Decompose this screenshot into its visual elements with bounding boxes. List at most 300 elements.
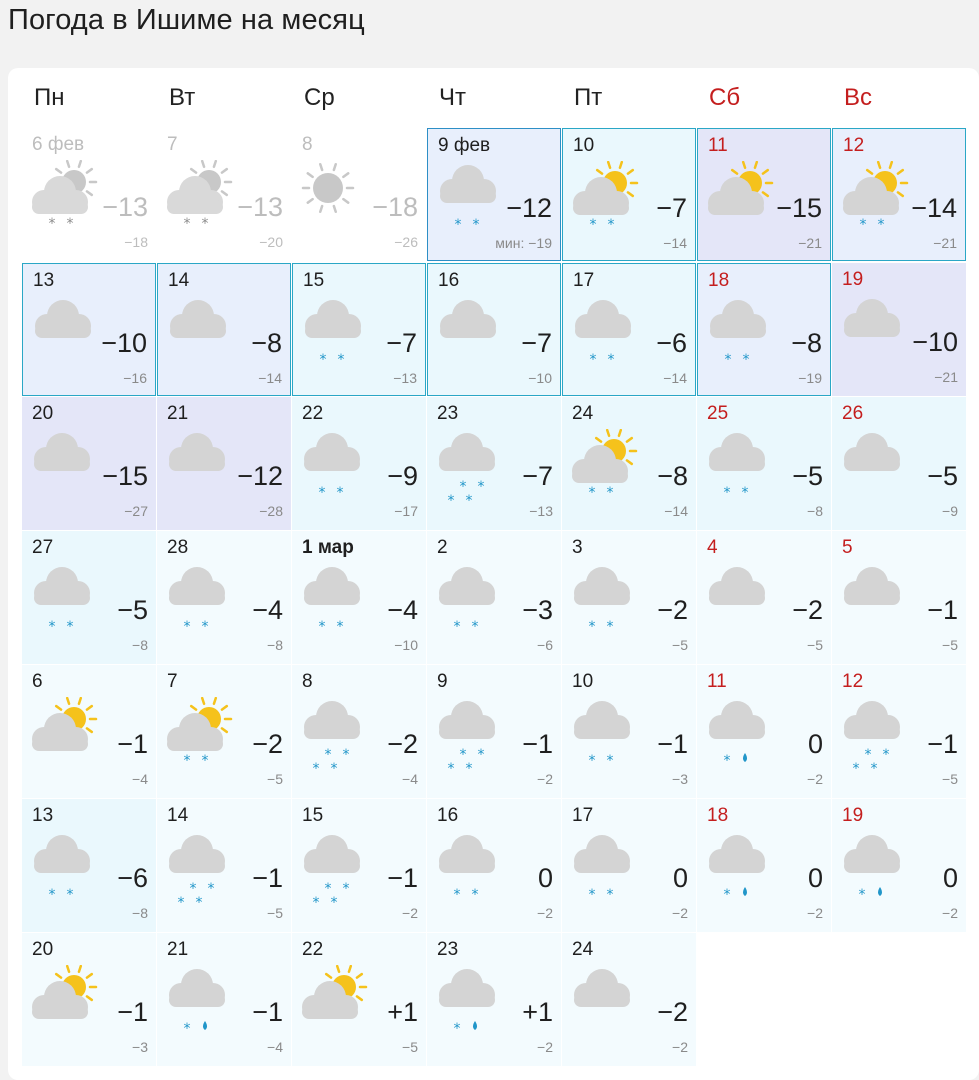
svg-text:*: * (330, 895, 338, 911)
svg-text:*: * (723, 485, 731, 501)
min-temperature: −2 (807, 905, 823, 921)
svg-text:*: * (607, 217, 615, 233)
day-cell[interactable] (292, 263, 426, 396)
svg-text:*: * (742, 352, 750, 368)
day-cell[interactable] (697, 531, 831, 664)
max-temperature: 0 (942, 863, 958, 893)
day-number: 14 (167, 805, 189, 826)
min-temperature: −2 (672, 1039, 688, 1055)
min-temperature: −3 (132, 1039, 148, 1055)
day-number: 5 (842, 537, 853, 558)
weekday-6: Вс (844, 84, 873, 111)
max-temperature: −1 (252, 997, 283, 1027)
max-temperature: −10 (912, 327, 958, 357)
day-cell[interactable] (292, 397, 426, 530)
day-number: 10 (573, 135, 595, 156)
partly-cloudy-icon (30, 965, 100, 1047)
min-temperature: −2 (537, 1039, 553, 1055)
svg-text:*: * (607, 352, 615, 368)
day-cell[interactable] (562, 799, 696, 932)
min-temperature: −4 (132, 771, 148, 787)
max-temperature: −1 (927, 595, 958, 625)
svg-text:*: * (852, 761, 860, 777)
day-cell[interactable] (292, 531, 426, 664)
day-number: 20 (32, 939, 54, 960)
day-cell[interactable] (22, 799, 156, 932)
day-cell[interactable] (697, 397, 831, 530)
day-number: 9 (437, 671, 448, 692)
svg-text:*: * (724, 352, 732, 368)
cloudy-snow-icon (435, 563, 505, 645)
max-temperature: −7 (521, 328, 552, 358)
svg-text:*: * (465, 761, 473, 777)
svg-text:*: * (588, 753, 596, 769)
cloudy-icon (840, 563, 910, 645)
day-number: 11 (707, 671, 727, 692)
min-temperature: −21 (933, 235, 957, 251)
svg-text:*: * (859, 217, 867, 233)
day-number: 20 (32, 403, 54, 424)
min-temperature: −8 (807, 503, 823, 519)
cloudy-heavy-snow-icon (300, 831, 370, 913)
svg-text:*: * (589, 352, 597, 368)
day-number: 27 (32, 537, 54, 558)
cloudy-icon (705, 563, 775, 645)
min-temperature: −5 (942, 771, 958, 787)
day-number: 14 (168, 270, 190, 291)
max-temperature: +1 (387, 997, 418, 1027)
day-cell[interactable] (22, 665, 156, 798)
page-title: Погода в Ишиме на месяц (8, 4, 365, 36)
day-cell[interactable] (22, 128, 156, 261)
cloudy-icon (165, 429, 235, 511)
min-temperature: −5 (402, 1039, 418, 1055)
min-temperature: −26 (394, 234, 418, 250)
svg-text:*: * (337, 352, 345, 368)
svg-text:*: * (318, 619, 326, 635)
partly-cloudy-snow-icon (841, 161, 911, 243)
svg-text:*: * (66, 887, 74, 903)
day-cell[interactable] (157, 665, 291, 798)
partly-cloudy-icon (30, 697, 100, 779)
day-number: 7 (167, 671, 178, 692)
max-temperature: 0 (807, 729, 823, 759)
svg-text:*: * (723, 887, 731, 903)
day-number: 9 фев (438, 135, 491, 156)
cloudy-icon (840, 295, 910, 377)
svg-text:*: * (342, 881, 350, 897)
day-cell[interactable] (832, 531, 966, 664)
day-number: 18 (707, 805, 729, 826)
svg-text:*: * (471, 887, 479, 903)
min-temperature: −17 (394, 503, 418, 519)
min-temperature: −3 (672, 771, 688, 787)
svg-text:*: * (201, 216, 209, 232)
day-number: 16 (437, 805, 459, 826)
svg-text:*: * (453, 619, 461, 635)
max-temperature: −6 (656, 328, 687, 358)
svg-text:*: * (453, 887, 461, 903)
partly-cloudy-snow-icon (570, 429, 640, 511)
min-temperature: −14 (258, 370, 282, 386)
partly-cloudy-snow-icon (571, 161, 641, 243)
cloudy-snow-icon (30, 831, 100, 913)
svg-text:*: * (447, 493, 455, 509)
day-cell[interactable] (697, 128, 831, 261)
day-number: 12 (842, 671, 864, 692)
svg-text:*: * (723, 753, 731, 769)
min-temperature: −10 (528, 370, 552, 386)
cloudy-snow-icon (571, 296, 641, 378)
day-cell[interactable] (427, 933, 561, 1066)
max-temperature: −12 (237, 461, 283, 491)
day-cell[interactable] (427, 397, 561, 530)
max-temperature: −2 (792, 595, 823, 625)
cloudy-icon (436, 296, 506, 378)
day-cell[interactable] (832, 799, 966, 932)
min-temperature: −9 (942, 503, 958, 519)
day-cell[interactable] (292, 128, 426, 261)
cloudy-icon (570, 965, 640, 1047)
svg-text:*: * (588, 485, 596, 501)
max-temperature: −14 (911, 193, 957, 223)
day-cell[interactable] (427, 665, 561, 798)
max-temperature: −13 (237, 192, 283, 222)
day-number: 23 (437, 939, 459, 960)
cloudy-heavy-snow-icon (840, 697, 910, 779)
day-number: 26 (842, 403, 864, 424)
day-cell[interactable] (22, 397, 156, 530)
min-temperature: −5 (672, 637, 688, 653)
svg-text:*: * (66, 216, 74, 232)
svg-text:*: * (477, 479, 485, 495)
max-temperature: −12 (506, 193, 552, 223)
cloudy-snow-icon (301, 296, 371, 378)
min-temperature: −16 (123, 370, 147, 386)
svg-text:*: * (183, 753, 191, 769)
day-number: 11 (708, 135, 728, 156)
svg-text:*: * (877, 217, 885, 233)
cloudy-icon (166, 296, 236, 378)
min-temperature: −5 (267, 905, 283, 921)
svg-text:*: * (183, 1021, 191, 1037)
cloudy-sleet-icon (705, 697, 775, 779)
min-temperature: −14 (663, 235, 687, 251)
svg-text:*: * (588, 887, 596, 903)
min-temperature: −6 (537, 637, 553, 653)
day-number: 24 (572, 403, 594, 424)
svg-text:*: * (870, 761, 878, 777)
min-temperature: −8 (267, 637, 283, 653)
weekday-2: Ср (304, 84, 335, 111)
cloudy-snow-icon (705, 429, 775, 511)
svg-text:*: * (858, 887, 866, 903)
cloudy-icon (840, 429, 910, 511)
cloudy-icon (30, 429, 100, 511)
svg-text:*: * (477, 747, 485, 763)
max-temperature: −7 (522, 461, 553, 491)
svg-text:*: * (330, 761, 338, 777)
svg-text:*: * (336, 485, 344, 501)
cloudy-sleet-icon (705, 831, 775, 913)
day-cell[interactable] (832, 263, 966, 396)
day-cell[interactable] (157, 397, 291, 530)
min-temperature: −20 (259, 234, 283, 250)
day-cell[interactable] (832, 128, 966, 261)
svg-text:*: * (454, 217, 462, 233)
max-temperature: −8 (791, 328, 822, 358)
day-number: 3 (572, 537, 583, 558)
day-cell[interactable] (562, 263, 696, 396)
cloudy-snow-icon (300, 563, 370, 645)
max-temperature: −1 (117, 997, 148, 1027)
min-temperature: −8 (132, 905, 148, 921)
day-cell[interactable] (292, 933, 426, 1066)
cloudy-snow-icon (436, 161, 506, 243)
svg-text:*: * (201, 753, 209, 769)
day-cell[interactable] (157, 531, 291, 664)
day-cell[interactable] (292, 665, 426, 798)
min-temperature: −2 (402, 905, 418, 921)
min-temperature: −5 (807, 637, 823, 653)
day-number: 6 фев (32, 134, 85, 155)
min-temperature: −19 (798, 370, 822, 386)
day-cell[interactable] (832, 397, 966, 530)
min-temperature: −28 (259, 503, 283, 519)
max-temperature: −2 (657, 997, 688, 1027)
cloudy-snow-icon (570, 697, 640, 779)
day-cell[interactable] (697, 263, 831, 396)
max-temperature: −7 (386, 328, 417, 358)
day-number: 25 (707, 403, 729, 424)
cloudy-heavy-snow-icon (300, 697, 370, 779)
day-cell[interactable] (22, 531, 156, 664)
min-temperature: −4 (402, 771, 418, 787)
svg-text:*: * (589, 217, 597, 233)
day-number: 8 (302, 671, 313, 692)
cloudy-snow-icon (570, 563, 640, 645)
cloudy-sleet-icon (840, 831, 910, 913)
min-temperature: мин: −19 (495, 235, 552, 251)
svg-text:*: * (606, 753, 614, 769)
partly-cloudy-snow-icon (165, 160, 235, 242)
partly-cloudy-icon (706, 161, 776, 243)
max-temperature: −1 (387, 863, 418, 893)
day-cell[interactable] (427, 799, 561, 932)
day-cell[interactable] (562, 531, 696, 664)
cloudy-snow-icon (706, 296, 776, 378)
day-cell[interactable] (157, 799, 291, 932)
svg-text:*: * (459, 479, 467, 495)
svg-text:*: * (465, 493, 473, 509)
day-number: 1 мар (302, 537, 354, 558)
day-number: 13 (33, 270, 55, 291)
max-temperature: −5 (927, 461, 958, 491)
max-temperature: −9 (387, 461, 418, 491)
svg-text:*: * (882, 747, 890, 763)
day-cell[interactable] (157, 263, 291, 396)
min-temperature: −2 (537, 771, 553, 787)
svg-text:*: * (741, 485, 749, 501)
svg-text:*: * (312, 761, 320, 777)
day-number: 24 (572, 939, 594, 960)
svg-text:*: * (606, 887, 614, 903)
day-number: 15 (303, 270, 325, 291)
max-temperature: −4 (252, 595, 283, 625)
svg-text:*: * (183, 216, 191, 232)
day-cell[interactable] (427, 531, 561, 664)
max-temperature: −3 (522, 595, 553, 625)
min-temperature: −2 (672, 905, 688, 921)
day-cell[interactable] (562, 933, 696, 1066)
max-temperature: −1 (252, 863, 283, 893)
min-temperature: −13 (393, 370, 417, 386)
svg-text:*: * (48, 887, 56, 903)
day-cell[interactable] (292, 799, 426, 932)
day-number: 16 (438, 270, 460, 291)
day-number: 18 (708, 270, 730, 291)
svg-text:*: * (207, 881, 215, 897)
min-temperature: −4 (267, 1039, 283, 1055)
day-cell[interactable] (22, 263, 156, 396)
max-temperature: −8 (657, 461, 688, 491)
svg-text:*: * (453, 1021, 461, 1037)
day-number: 10 (572, 671, 594, 692)
svg-text:*: * (447, 761, 455, 777)
day-cell[interactable] (562, 397, 696, 530)
day-cell[interactable] (697, 799, 831, 932)
max-temperature: −18 (372, 192, 418, 222)
min-temperature: −10 (394, 637, 418, 653)
day-number: 8 (302, 134, 313, 155)
day-cell[interactable] (157, 933, 291, 1066)
svg-text:*: * (864, 747, 872, 763)
svg-text:*: * (606, 619, 614, 635)
max-temperature: −1 (657, 729, 688, 759)
day-number: 12 (843, 135, 865, 156)
max-temperature: −1 (927, 729, 958, 759)
max-temperature: −5 (792, 461, 823, 491)
svg-text:*: * (472, 217, 480, 233)
svg-text:*: * (177, 895, 185, 911)
svg-text:*: * (588, 619, 596, 635)
max-temperature: −2 (252, 729, 283, 759)
min-temperature: −5 (267, 771, 283, 787)
cloudy-sleet-icon (165, 965, 235, 1047)
cloudy-icon (31, 296, 101, 378)
max-temperature: 0 (537, 863, 553, 893)
day-cell[interactable] (427, 263, 561, 396)
max-temperature: −8 (251, 328, 282, 358)
svg-text:*: * (183, 619, 191, 635)
day-number: 6 (32, 671, 43, 692)
svg-text:*: * (66, 619, 74, 635)
day-number: 4 (707, 537, 718, 558)
weekday-3: Чт (439, 84, 466, 111)
day-cell[interactable] (832, 665, 966, 798)
max-temperature: −2 (387, 729, 418, 759)
svg-text:*: * (324, 881, 332, 897)
min-temperature: −27 (124, 503, 148, 519)
max-temperature: −4 (387, 595, 418, 625)
day-cell[interactable] (562, 665, 696, 798)
svg-text:*: * (319, 352, 327, 368)
max-temperature: −15 (776, 193, 822, 223)
min-temperature: −21 (798, 235, 822, 251)
day-cell[interactable] (157, 128, 291, 261)
day-number: 7 (167, 134, 178, 155)
svg-text:*: * (201, 619, 209, 635)
cloudy-heavy-snow-icon (165, 831, 235, 913)
weekday-0: Пн (34, 84, 65, 111)
cloudy-snow-icon (435, 831, 505, 913)
day-number: 17 (572, 805, 594, 826)
svg-text:*: * (48, 619, 56, 635)
cloudy-snow-icon (300, 429, 370, 511)
max-temperature: +1 (522, 997, 553, 1027)
svg-text:*: * (471, 619, 479, 635)
svg-text:*: * (336, 619, 344, 635)
svg-text:*: * (459, 747, 467, 763)
weekday-4: Пт (574, 84, 603, 111)
day-number: 19 (842, 269, 864, 290)
cloudy-heavy-snow-icon (435, 697, 505, 779)
sunny-icon (300, 160, 370, 242)
weekday-5: Сб (709, 84, 741, 111)
svg-text:*: * (189, 881, 197, 897)
day-number: 17 (573, 270, 595, 291)
min-temperature: −2 (537, 905, 553, 921)
partly-cloudy-icon (300, 965, 370, 1047)
day-number: 21 (167, 403, 189, 424)
svg-text:*: * (48, 216, 56, 232)
max-temperature: −2 (657, 595, 688, 625)
partly-cloudy-snow-icon (30, 160, 100, 242)
cloudy-snow-icon (165, 563, 235, 645)
day-number: 15 (302, 805, 324, 826)
max-temperature: −13 (102, 192, 148, 222)
weekday-1: Вт (169, 84, 196, 111)
day-number: 23 (437, 403, 459, 424)
day-number: 19 (842, 805, 864, 826)
max-temperature: −15 (102, 461, 148, 491)
cloudy-snow-icon (30, 563, 100, 645)
day-cell[interactable] (562, 128, 696, 261)
cloudy-sleet-icon (435, 965, 505, 1047)
day-number: 2 (437, 537, 448, 558)
max-temperature: 0 (672, 863, 688, 893)
max-temperature: −6 (117, 863, 148, 893)
day-cell[interactable] (22, 933, 156, 1066)
max-temperature: −1 (117, 729, 148, 759)
svg-text:*: * (318, 485, 326, 501)
min-temperature: −18 (124, 234, 148, 250)
max-temperature: −1 (522, 729, 553, 759)
min-temperature: −2 (807, 771, 823, 787)
day-number: 22 (302, 939, 324, 960)
day-cell[interactable] (427, 128, 561, 261)
day-number: 21 (167, 939, 189, 960)
day-number: 28 (167, 537, 189, 558)
min-temperature: −14 (663, 370, 687, 386)
min-temperature: −13 (529, 503, 553, 519)
min-temperature: −21 (934, 369, 958, 385)
min-temperature: −2 (942, 905, 958, 921)
max-temperature: 0 (807, 863, 823, 893)
max-temperature: −10 (101, 328, 147, 358)
min-temperature: −5 (942, 637, 958, 653)
day-cell[interactable] (697, 665, 831, 798)
